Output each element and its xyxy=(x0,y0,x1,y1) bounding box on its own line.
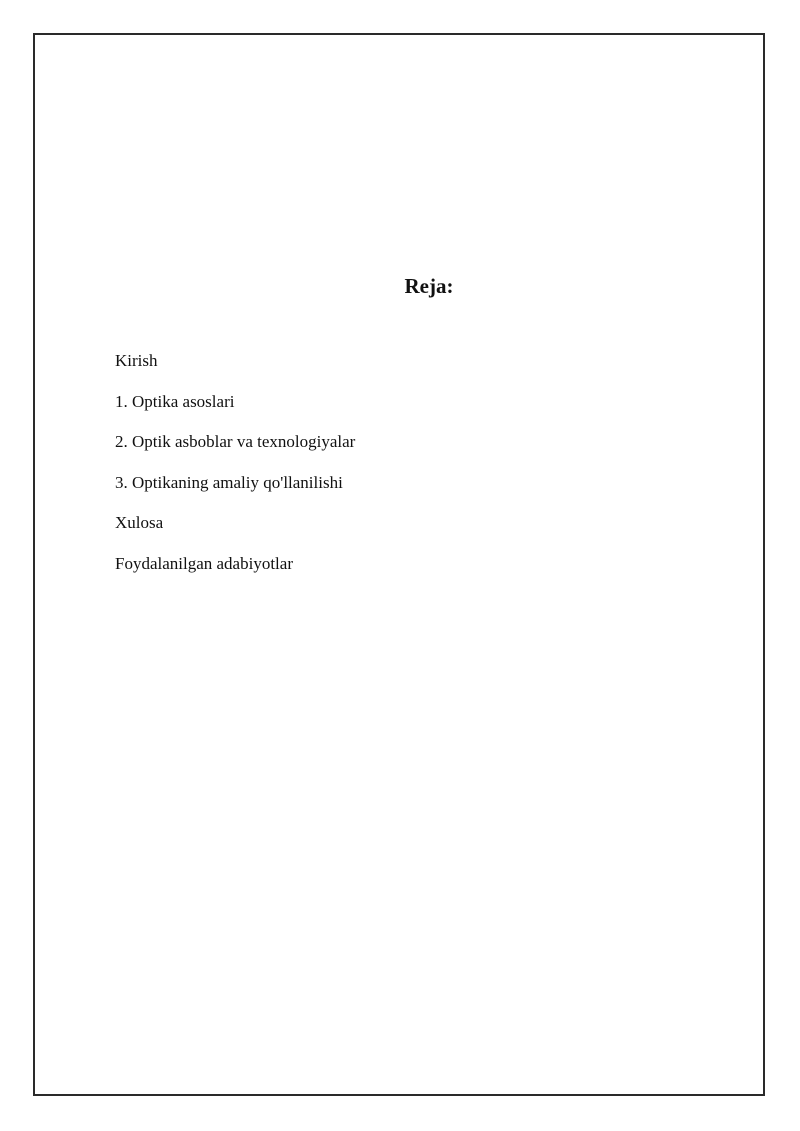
toc-item-chapter-2: 2. Optik asboblar va texnologiyalar xyxy=(115,432,356,451)
toc-item-chapter-1: 1. Optika asoslari xyxy=(115,391,235,411)
page-title: Reja: xyxy=(404,274,454,298)
toc-item-chapter-3: 3. Optikaning amaliy qo'llanilishi xyxy=(115,472,343,492)
toc-item-conclusion: Xulosa xyxy=(115,513,164,532)
table-of-contents xyxy=(115,350,355,593)
toc-item-references: Foydalanilgan adabiyotlar xyxy=(115,553,293,573)
toc-item-introduction: Kirish xyxy=(115,351,158,370)
